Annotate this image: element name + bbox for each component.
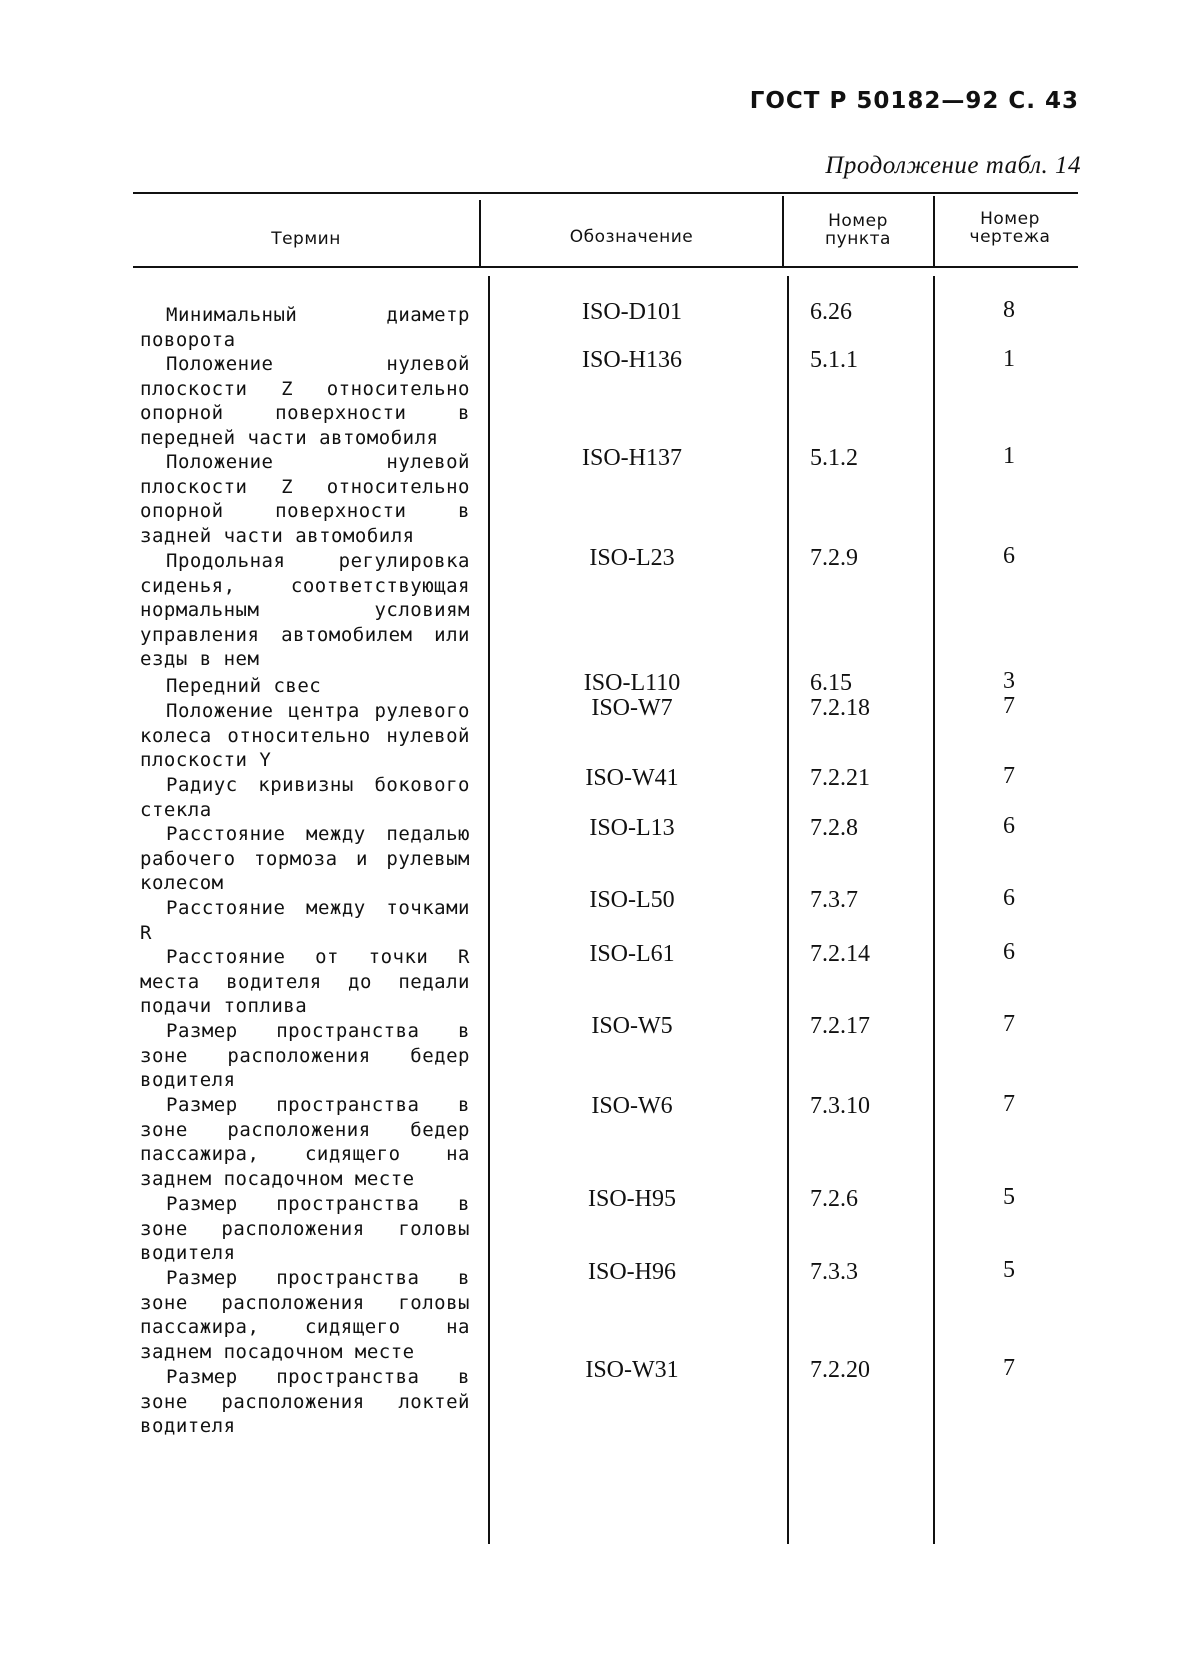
table-row-term: Передний свес xyxy=(166,675,322,697)
table-row-drawing-number: 1 xyxy=(1003,443,1015,469)
table-row-term: Расстояние между педалью рабочего тормоза и рулевым колесом xyxy=(140,823,470,895)
table-row-item-number: 6.26 xyxy=(810,299,852,325)
table-row-designation: ISO-H96 xyxy=(588,1259,676,1285)
table-row-term: Размер пространства в зоне расположения бедер водителя xyxy=(140,1020,470,1092)
table-row-drawing-number: 6 xyxy=(1003,885,1015,911)
table-row-item-number: 7.3.7 xyxy=(810,887,858,913)
table-row-designation: ISO-H136 xyxy=(582,347,682,373)
table-row-drawing-number: 5 xyxy=(1003,1257,1015,1283)
header-divider-2 xyxy=(782,196,784,266)
table-row-term: Расстояние между точками R xyxy=(140,897,470,944)
table-row-drawing-number: 7 xyxy=(1003,763,1015,789)
table-row-drawing-number: 7 xyxy=(1003,693,1015,719)
table-row-item-number: 7.2.14 xyxy=(810,941,870,967)
table-continuation-label: Продолжение табл. 14 xyxy=(825,152,1081,179)
header-divider-3 xyxy=(933,196,935,266)
table-row-item-number: 7.2.21 xyxy=(810,765,870,791)
table-row-drawing-number: 6 xyxy=(1003,543,1015,569)
table-row-designation: ISO-W6 xyxy=(591,1093,673,1119)
table-row-drawing-number: 6 xyxy=(1003,813,1015,839)
table-row-item-number: 7.2.18 xyxy=(810,695,870,721)
column-header-item-number: Номер пункта xyxy=(825,211,891,249)
table-row-drawing-number: 8 xyxy=(1003,297,1015,323)
table-row-item-number: 7.2.20 xyxy=(810,1357,870,1383)
table-row-term: Расстояние от точки R места водителя до педали подачи топлива xyxy=(140,946,470,1018)
table-row-drawing-number: 7 xyxy=(1003,1355,1015,1381)
table-row-designation: ISO-L110 xyxy=(583,670,681,696)
table-row-item-number: 5.1.2 xyxy=(810,445,858,471)
table-row-drawing-number: 5 xyxy=(1003,1184,1015,1210)
table-row-term: Размер пространства в зоне расположения головы водителя xyxy=(140,1193,470,1265)
table-row-term: Положение нулевой плоскости Z относительно опорной поверхности в задней части автомобиля xyxy=(140,451,470,547)
page-header: ГОСТ Р 50182—92 С. 43 xyxy=(749,88,1079,114)
table-row-drawing-number: 6 xyxy=(1003,939,1015,965)
table-row-designation: ISO-L50 xyxy=(589,887,675,913)
table-row-drawing-number: 1 xyxy=(1003,346,1015,372)
table-row-term: Положение центра рулевого колеса относительно нулевой плоскости Y xyxy=(140,700,470,772)
table-row-item-number: 7.2.9 xyxy=(810,545,858,571)
table-row-drawing-number: 7 xyxy=(1003,1011,1015,1037)
table-row-drawing-number: 3 xyxy=(1003,668,1015,694)
table-row-designation: ISO-H95 xyxy=(588,1186,676,1212)
table-row-term: Размер пространства в зоне расположения головы пассажира, сидящего на заднем посадочном месте xyxy=(140,1267,470,1363)
table-row-item-number: 6.15 xyxy=(810,670,852,696)
table-row-term: Продольная регулировка сиденья, соответствующая нормальным условиям управления автомобилем или езды в нем xyxy=(140,550,470,671)
table-row-item-number: 7.2.17 xyxy=(810,1013,870,1039)
table-row-term: Положение нулевой плоскости Z относительно опорной поверхности в передней части автомобиля xyxy=(140,353,470,449)
table-row-term: Размер пространства в зоне расположения локтей водителя xyxy=(140,1366,470,1438)
table-row-term: Минимальный диаметр поворота xyxy=(140,304,470,351)
column-header-designation: Обозначение xyxy=(569,227,694,247)
body-divider-2 xyxy=(787,276,789,1544)
table-top-rule xyxy=(133,192,1078,194)
table-row-designation: ISO-L23 xyxy=(589,545,675,571)
table-header-rule xyxy=(133,266,1078,268)
table-row-drawing-number: 7 xyxy=(1003,1091,1015,1117)
table-row-item-number: 7.3.10 xyxy=(810,1093,870,1119)
column-header-term: Термин xyxy=(271,229,341,249)
table-row-item-number: 7.2.6 xyxy=(810,1186,858,1212)
table-row-term: Размер пространства в зоне расположения бедер пассажира, сидящего на заднем посадочном месте xyxy=(140,1094,470,1190)
table-row-designation: ISO-D101 xyxy=(582,299,682,325)
table-row-designation: ISO-W7 xyxy=(591,695,673,721)
table-row-designation: ISO-L13 xyxy=(589,815,675,841)
table-row-designation: ISO-W31 xyxy=(585,1357,679,1383)
table-row-designation: ISO-W41 xyxy=(585,765,679,791)
table-row-designation: ISO-W5 xyxy=(591,1013,673,1039)
table-row-designation: ISO-H137 xyxy=(582,445,682,471)
table-row-item-number: 5.1.1 xyxy=(810,347,858,373)
table-row-term: Радиус кривизны бокового стекла xyxy=(140,774,470,821)
table-row-item-number: 7.2.8 xyxy=(810,815,858,841)
column-header-drawing-number: Номер чертежа xyxy=(969,209,1051,247)
table-row-item-number: 7.3.3 xyxy=(810,1259,858,1285)
table-row-designation: ISO-L61 xyxy=(589,941,675,967)
